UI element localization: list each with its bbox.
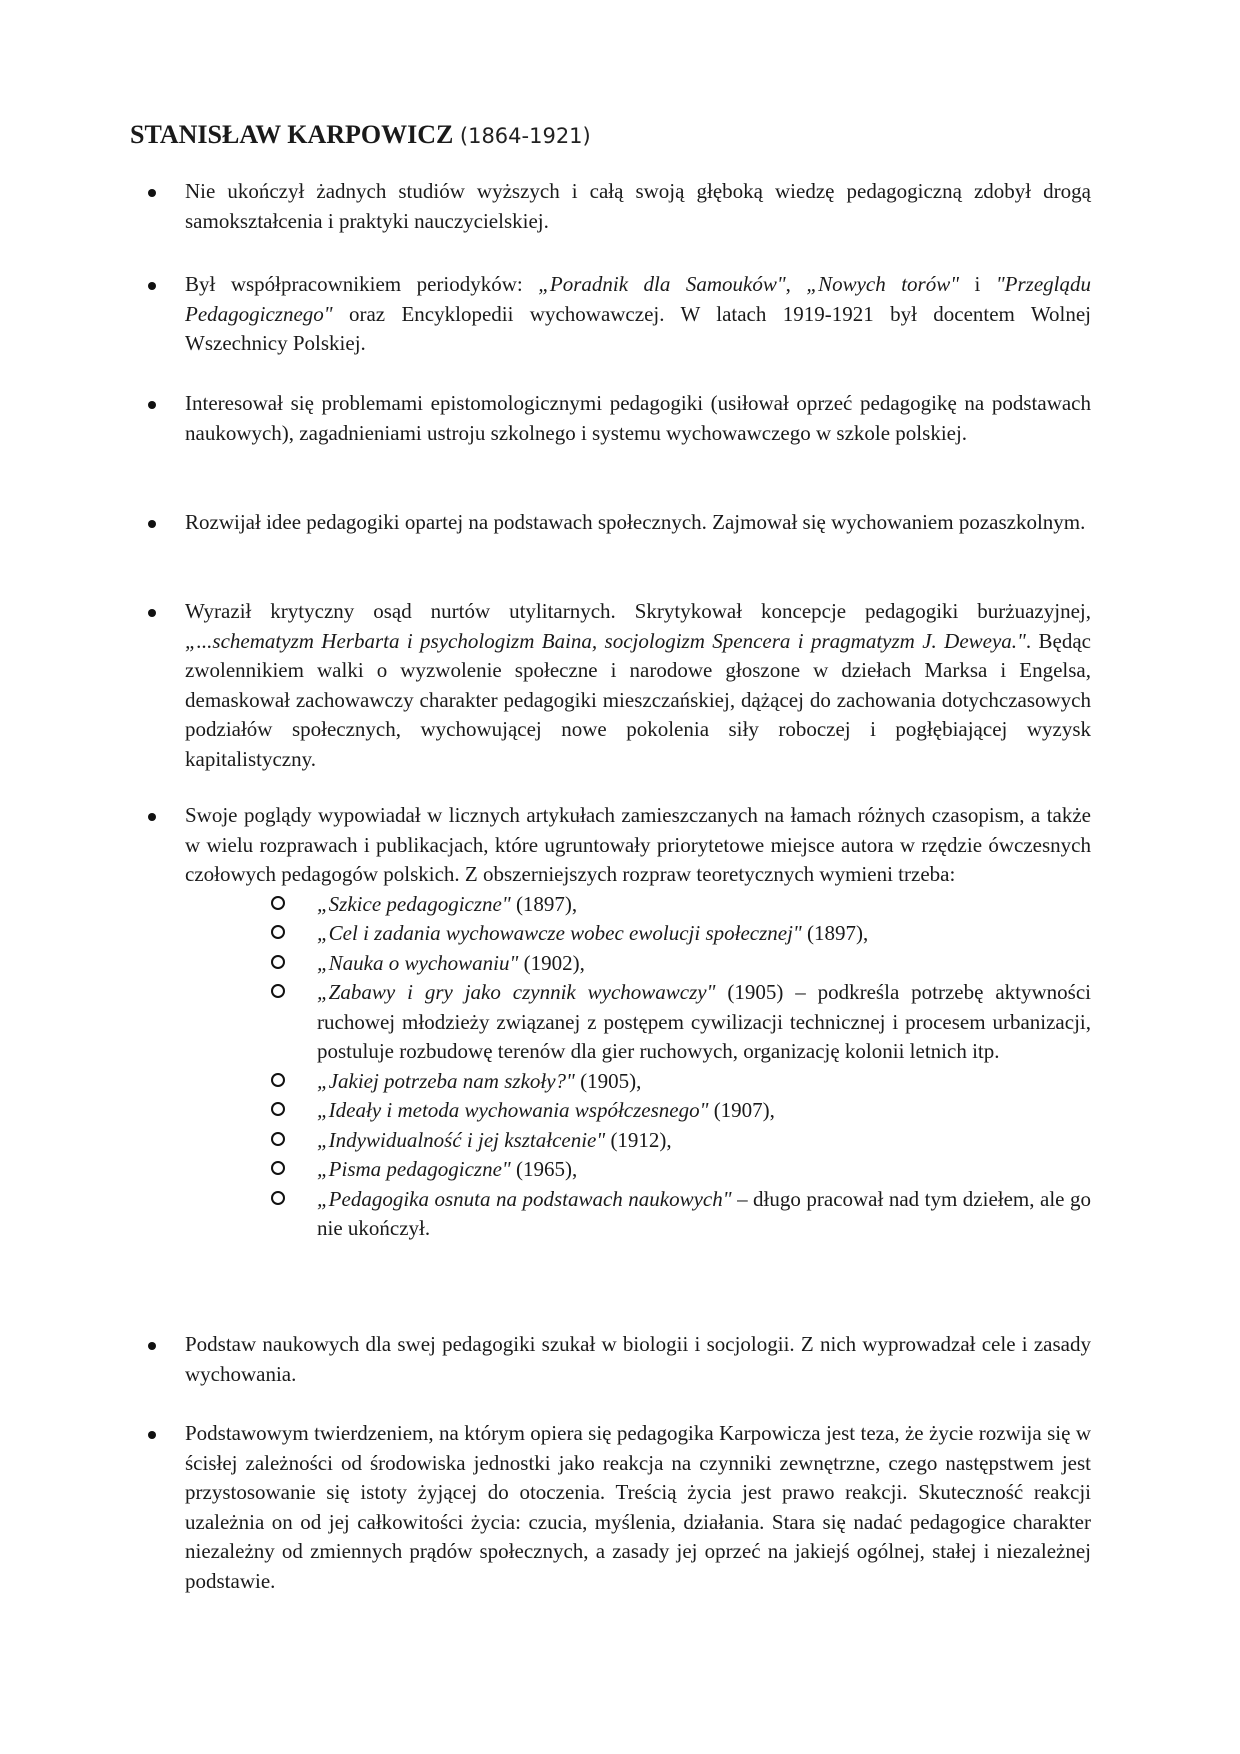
circle-bullet-icon [230,890,317,920]
work-title: „Szkice pedagogiczne" [317,891,511,916]
work-title: „Cel i zadania wychowawcze wobec ewolucji społecznej" [317,921,802,945]
periodical-title: „Nowych torów" [806,272,960,296]
works-list-item [185,949,1091,979]
work-details: (1905), [574,1068,642,1093]
bullet-text-part: i [959,272,996,296]
work-details: (1897), [510,891,578,916]
bullet-text: Rozwijał idee pedagogiki opartej na podstawach społecznych. Zajmował się wychowaniem pozaszkolnym. [185,510,1086,534]
work-title: „Indywidualność i jej kształcenie" [317,1127,606,1152]
quote-text: „...schematyzm Herbarta i psychologizm Baina, socjologizm Spencera i pragmatyzm J. Deweya." [185,628,1026,653]
bullet-text-part: , [785,272,807,296]
works-list [185,890,1091,1244]
bullet-text: Podstawowym twierdzeniem, na którym opiera się pedagogika Karpowicza jest teza, że życie rozwija się w ścisłej zależności od środowiska jednostki jako reakcja na czynniki zewnętrzne, czego następstwem jest przystosowanie się istoty żyjącej do otoczenia. Treścią życia jest prawo reakcji. Skuteczność reakcji uzależnia on od jej całkowitości życia: czucia, myślenia, działania. Stara się nadać pedagogice charakter niezależny od zmiennych prądów społecznych, a zasady jej oprzeć na jakiejś ogólnej, stałej i niezależnej podstawie. [185,1421,1091,1593]
bullet-item-periodicals [185,270,1091,359]
bullet-text-part: oraz Encyklopedii wychowawczej. W latach 1919-1921 był docentem Wolnej Wszechnicy Polskiej. [185,301,1091,355]
bullet-icon [148,1431,156,1439]
works-list-item [185,919,1091,949]
bullet-text-part: . Będąc zwolennikiem walki o wyzwolenie społeczne i narodowe głoszone w dziełach Marksa i Engelsa, demaskował zachowawczy charakter pedagogiki mieszczańskiej, dążącej do zachowania dotychczasowych podziałów społecznych, wychowującej nowe pokolenia siły roboczej i pogłębiającej wyzysk kapitalistyczny. [185,628,1091,771]
circle-bullet-icon [230,919,317,949]
bullet-item-interests [185,389,1091,448]
circle-bullet-icon [230,1096,317,1126]
circle-bullet-icon [230,1185,317,1215]
work-title: „Pisma pedagogiczne" [317,1157,511,1181]
work-details: (1897), [801,921,869,945]
work-details: (1965), [510,1157,578,1181]
bullet-text: Swoje poglądy wypowiadał w licznych artykułach zamieszczanych na łamach różnych czasopism, a także w wielu rozprawach i publikacjach, które ugruntowały priorytetowe miejsce autora w rzędzie ówczesnych czołowych pedagogów polskich. Z obszerniejszych rozpraw teoretycznych wymieni trzeba: [185,803,1091,886]
works-list-item [185,1155,1091,1185]
bullet-item-foundations [185,1330,1091,1389]
circle-bullet-icon [230,1067,317,1097]
bullet-text: Nie ukończył żadnych studiów wyższych i całą swoją głęboką wiedzę pedagogiczną zdobył drogą samokształcenia i praktyki nauczycielskiej. [185,179,1091,233]
bullet-icon [148,609,156,617]
work-title: „Ideały i metoda wychowania współczesnego" [317,1098,709,1122]
circle-bullet-icon [230,1155,317,1185]
works-list-item [185,890,1091,920]
works-list-item [185,1126,1091,1156]
works-list-item [185,1185,1091,1244]
bullet-icon [148,189,156,197]
bullet-item-education [185,177,1091,236]
bullet-text-part: Wyraził krytyczny osąd nurtów utylitarnych. Skrytykował koncepcje pedagogiki burżuazyjnej, [185,599,1091,623]
bullet-item-works [185,801,1091,1244]
title-name: STANISŁAW KARPOWICZ [130,120,454,149]
work-title: „Nauka o wychowaniu" [317,950,519,975]
work-title: „Pedagogika osnuta na podstawach naukowych" [317,1186,732,1211]
work-details: (1912), [605,1127,672,1152]
bullet-item-main-thesis [185,1419,1091,1596]
work-title: „Jakiej potrzeba nam szkoły?" [317,1068,575,1093]
bullet-icon [148,520,156,528]
work-title: „Zabawy i gry jako czynnik wychowawczy" [317,980,716,1004]
work-details: (1902), [518,950,585,975]
bullet-text-part: Był współpracownikiem periodyków: [185,272,539,296]
circle-bullet-icon [230,949,317,979]
bullet-icon [148,1342,156,1350]
works-list-item [185,1096,1091,1126]
bullet-icon [148,813,156,821]
work-details: (1907), [708,1098,775,1122]
title-years: (1864-1921) [459,124,591,148]
bullet-text: Interesował się problemami epistomologicznymi pedagogiki (usiłował oprzeć pedagogikę na podstawach naukowych), zagadnieniami ustroju szkolnego i systemu wychowawczego w szkole polskiej. [185,391,1091,445]
bullet-item-social-pedagogy [185,508,1091,538]
periodical-title: „Poradnik dla Samouków" [538,272,786,296]
circle-bullet-icon [230,978,317,1008]
document-title [130,120,591,151]
circle-bullet-icon [230,1126,317,1156]
periodical-title: "Przeglądu Pedagogicznego" [185,272,1092,326]
works-list-item [185,978,1091,1067]
work-details: – długo pracował nad tym dziełem, ale go nie ukończył. [317,1186,1091,1240]
bullet-item-critique [185,597,1091,774]
bullet-icon [148,282,156,290]
works-list-item [185,1067,1091,1097]
bullet-text: Podstaw naukowych dla swej pedagogiki szukał w biologii i socjologii. Z nich wyprowadzał cele i zasady wychowania. [185,1332,1091,1386]
work-details: (1905) – podkreśla potrzebę aktywności ruchowej młodzieży związanej z postępem cywilizacji technicznej i procesem urbanizacji, postuluje rozbudowę terenów dla gier ruchowych, organizację kolonii letnich itp. [317,980,1091,1063]
bullet-icon [148,401,156,409]
